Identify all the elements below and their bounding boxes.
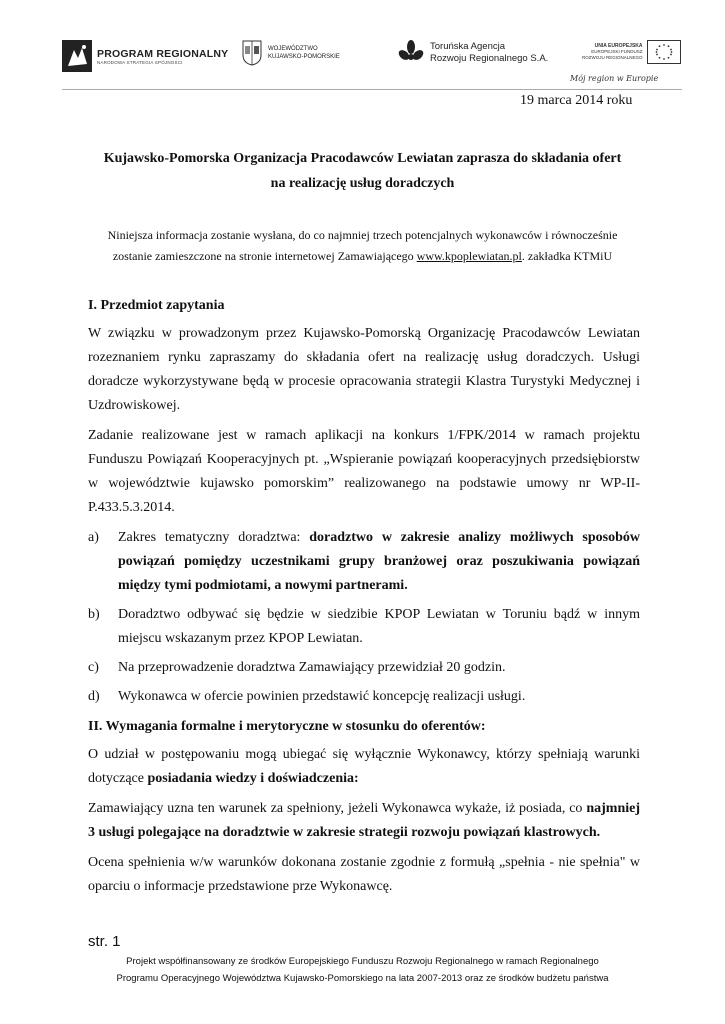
program-regionalny-logo-icon: [62, 40, 92, 72]
list-item: [88, 603, 640, 651]
list-marker: a): [88, 530, 99, 545]
eu-logo: [582, 40, 681, 64]
eu-line1: UNIA EUROPEJSKA: [594, 42, 643, 49]
voivodeship-logo: [242, 40, 340, 66]
program-regionalny-text: [97, 48, 228, 65]
list-marker: c): [88, 660, 99, 675]
section2-paragraph2: [88, 797, 640, 845]
note-line2: [80, 246, 645, 267]
list-item-text: Na przeprowadzenie doradztwa Zamawiający przewidział 20 godzin.: [118, 660, 506, 675]
document-date: 19 marca 2014 roku: [520, 93, 633, 108]
list-item: [88, 656, 640, 680]
section2-p2-text: Zamawiający uzna ten warunek za spełniony, jeżeli Wykonawca wykaże, iż posiada, co: [88, 801, 587, 816]
website-link[interactable]: www.kpoplewiatan.pl: [416, 249, 522, 263]
title-line1: Kujawsko-Pomorska Organizacja Pracodawców Lewiatan zaprasza do składania ofert: [103, 151, 622, 166]
document-title: [80, 146, 645, 196]
section1-paragraph1: W związku w prowadzonym przez Kujawsko-Pomorską Organizację Pracodawców Lewiatan rozeznaniem rynku zapraszamy do składania ofert na realizację usług doradczych. Usługi doradcze wykorzystywane będą w procesie opracowania strategii Klastra Turystyki Medycznej i Uzdrowiskowej.: [88, 326, 640, 413]
eu-text: [582, 44, 643, 61]
section1-list: [88, 526, 640, 709]
agency-logo: [398, 40, 548, 66]
section2-p1-bold: posiadania wiedzy i doświadczenia:: [147, 771, 359, 786]
list-item-text: Zakres tematyczny doradztwa:: [118, 530, 310, 545]
list-item-bold: doradztwo w zakresie analizy możliwych sposobów powiązań pomiędzy uczestnikami grupy branżowej oraz poszukiwania powiązań między tymi podmiotami, a nowymi partnerami.: [118, 530, 641, 593]
eu-line3: ROZWOJU REGIONALNEGO: [582, 54, 643, 60]
section1-paragraph2: Zadanie realizowane jest w ramach aplikacji na konkurs 1/FPK/2014 w ramach projektu Funduszu Powiązań Kooperacyjnych pt. „Wspieranie powiązań kooperacyjnych przedsiębiorstw w województwie kujawsko pomorskim” realizowanego na podstawie umowy nr WP-II-P.433.5.3.2014.: [88, 428, 640, 515]
voivodeship-line1: WOJEWÓDZTWO: [268, 46, 318, 52]
list-item: [88, 685, 640, 709]
footer: [80, 953, 645, 987]
list-marker: b): [88, 607, 100, 622]
footer-line1: Projekt współfinansowany ze środków Europejskiego Funduszu Rozwoju Regionalnego w ramach Regionalnego: [126, 956, 599, 967]
list-item-text: Doradztwo odbywać się będzie w siedzibie KPOP Lewiatan w Toruniu bądź w innym miejscu wskazanym przez KPOP Lewiatan.: [118, 607, 640, 646]
section2-paragraph3: Ocena spełnienia w/w warunków dokonana zostanie zgodnie z formułą „spełnia - nie spełnia" w oparciu o informacje przedstawione prze Wykonawcę.: [88, 855, 640, 894]
eu-flag-icon: [647, 40, 681, 64]
note-line2-pre: zostanie zamieszczone na stronie internetowej Zamawiającego: [112, 249, 417, 263]
program-regionalny-logo: [62, 40, 228, 72]
program-title: PROGRAM REGIONALNY: [97, 47, 229, 60]
section2-paragraph1: [88, 743, 640, 791]
voivodeship-text: [268, 45, 340, 61]
agency-line2: Rozwoju Regionalnego S.A.: [430, 53, 549, 64]
motto: Mój region w Europie: [570, 74, 659, 83]
title-line2: na realizację usług doradczych: [270, 176, 455, 191]
list-item: [88, 526, 640, 598]
list-item-text: Wykonawca w ofercie powinien przedstawić koncepcję realizacji usługi.: [118, 689, 526, 704]
voivodeship-line2: KUJAWSKO-POMORSKIE: [268, 54, 340, 60]
footer-line2: Programu Operacyjnego Województwa Kujawsko-Pomorskiego na lata 2007-2013 oraz ze środków budżetu państwa: [116, 973, 609, 984]
distribution-note: [80, 225, 645, 267]
section2-p2-bold: najmniej 3 usługi polegające na doradztwie w zakresie strategii rozwoju powiązań klastrowych.: [88, 801, 640, 840]
list-marker: d): [88, 689, 100, 704]
letterhead: [62, 36, 682, 92]
section1-heading: I. Przedmiot zapytania: [88, 298, 225, 313]
note-line2-post: . zakładka KTMiU: [521, 249, 613, 263]
agency-text: [430, 41, 548, 65]
voivodeship-crest-icon: [242, 40, 262, 66]
eu-line2: EUROPEJSKI FUNDUSZ: [591, 49, 643, 55]
page-number: str. 1: [88, 933, 121, 950]
note-line1: Niniejsza informacja zostanie wysłana, do co najmniej trzech potencjalnych wykonawców i równocześnie: [107, 228, 618, 242]
agency-flower-icon: [398, 40, 424, 66]
section2-p1-text: O udział w postępowaniu mogą ubiegać się wyłącznie Wykonawcy, którzy spełniają warunki dotyczące: [88, 747, 640, 786]
section2-heading: II. Wymagania formalne i merytoryczne w stosunku do oferentów:: [88, 719, 486, 734]
header-divider: [62, 89, 682, 90]
agency-line1: Toruńska Agencja: [430, 41, 505, 52]
document-body: [88, 294, 640, 905]
program-subtitle: NARODOWA STRATEGIA SPÓJNOŚCI: [97, 59, 183, 65]
